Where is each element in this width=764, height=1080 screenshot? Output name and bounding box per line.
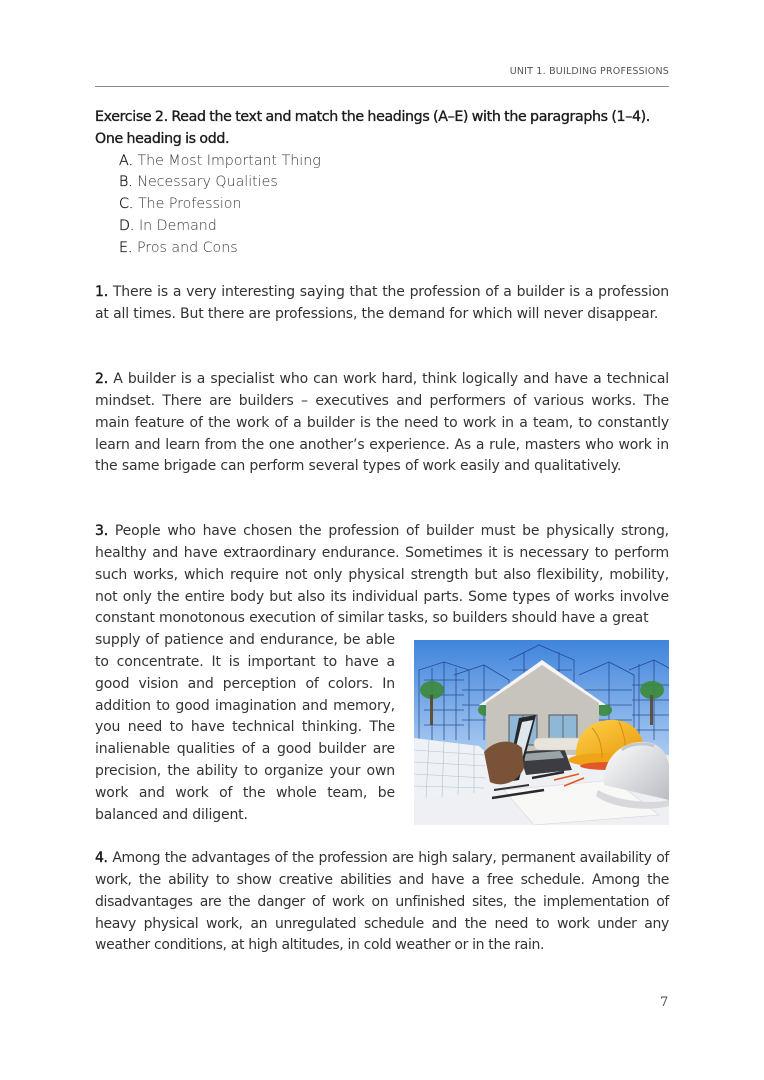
paragraph-1 bbox=[95, 282, 669, 326]
running-header: UNIT 1. BUILDING PROFESSIONS bbox=[509, 66, 669, 77]
paragraph-3-continued bbox=[95, 630, 395, 827]
heading-text: The Most Important Thing bbox=[137, 152, 321, 169]
headings-list bbox=[95, 151, 669, 260]
heading-letter: D. bbox=[119, 217, 135, 234]
paragraph-text: People who have chosen the profession of builder must be physically strong, healthy and have extraordinary endurance. Sometimes it is necessary to perform such works, which require not only physical strength but also flexibility, mobility, not only the entire body but also its individual parts. Some types of works involve constant monotonous execution of similar tasks, so builders should have a great bbox=[95, 523, 669, 627]
heading-text: Necessary Qualities bbox=[137, 174, 278, 191]
exercise-block bbox=[95, 107, 669, 260]
heading-text: In Demand bbox=[138, 217, 217, 234]
paragraph-number: 4. bbox=[95, 850, 108, 866]
exercise-instruction: Exercise 2. Read the text and match the headings (A–E) with the paragraphs (1–4). One heading is odd. bbox=[95, 109, 650, 147]
heading-option bbox=[119, 151, 669, 173]
paragraph-text: Among the advantages of the profession are high salary, permanent availability of work, the ability to show creative abilities and have a free schedule. Among the disadvantages are the danger of work on unfinished sites, the implementation of heavy physical work, an unregulated schedule and the need to work under any weather conditions, at high altitudes, in cold weather or in the rain. bbox=[95, 850, 669, 954]
heading-letter: A. bbox=[119, 152, 133, 169]
construction-photo-icon bbox=[414, 640, 669, 825]
heading-option bbox=[119, 194, 669, 216]
heading-option bbox=[119, 172, 669, 194]
heading-letter: E. bbox=[119, 239, 133, 256]
construction-illustration bbox=[414, 640, 669, 825]
heading-text: Pros and Cons bbox=[137, 239, 238, 256]
heading-text: The Profession bbox=[137, 196, 242, 213]
paragraph-number: 1. bbox=[95, 284, 109, 300]
paragraph-3 bbox=[95, 521, 669, 630]
heading-letter: C. bbox=[119, 196, 134, 213]
heading-option bbox=[119, 238, 669, 260]
page-number: 7 bbox=[660, 995, 669, 1010]
paragraph-number: 2. bbox=[95, 371, 109, 387]
heading-letter: B. bbox=[119, 174, 133, 191]
paragraph-number: 3. bbox=[95, 523, 109, 539]
paragraph-text: supply of patience and endurance, be able to concentrate. It is important to have a good vision and perception of colors. In addition to good imagination and memory, you need to have technical thinking. The inalienable qualities of a good builder are precision, the ability to organize your own work and work of the whole team, be balanced and diligent. bbox=[95, 632, 395, 823]
header-divider bbox=[95, 86, 669, 87]
paragraph-text: There is a very interesting saying that the profession of a builder is a profession at all times. But there are professions, the demand for which will never disappear. bbox=[95, 284, 669, 322]
paragraph-4 bbox=[95, 848, 669, 957]
paragraph-text: A builder is a specialist who can work hard, think logically and have a technical mindset. There are builders – executives and performers of various works. The main feature of the work of a builder is the need to work in a team, to constantly learn and learn from the one another’s experience. As a rule, masters who work in the same brigade can perform several types of work easily and qualitatively. bbox=[95, 371, 669, 475]
heading-option bbox=[119, 216, 669, 238]
paragraph-2 bbox=[95, 369, 669, 478]
